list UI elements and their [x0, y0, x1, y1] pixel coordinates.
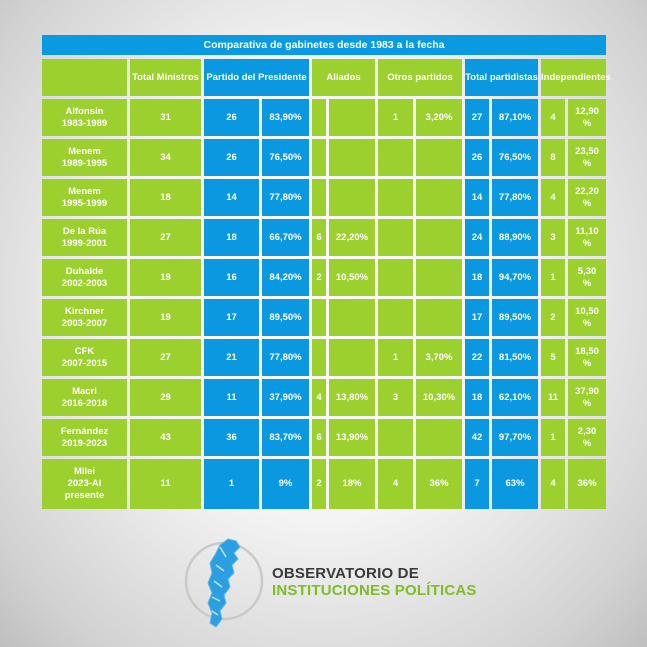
government-cell — [42, 99, 127, 136]
header-empty — [42, 59, 127, 96]
table-row — [42, 299, 606, 336]
cell-pp-pct: 66,70% — [262, 219, 309, 256]
cell-total: 18 — [130, 179, 201, 216]
cell-ot-n: 1 — [378, 99, 413, 136]
cell-tp-pct: 97,70% — [492, 419, 538, 456]
cell-ot-pct — [416, 299, 462, 336]
cell-al-pct: 22,20% — [329, 219, 375, 256]
cell-al-pct — [329, 299, 375, 336]
cell-ot-n: 1 — [378, 339, 413, 376]
pct-sign: % — [582, 117, 592, 129]
government-cell — [42, 339, 127, 376]
government-period: 2019-2023 — [61, 437, 108, 449]
cell-ot-pct — [416, 219, 462, 256]
cell-pp-n: 18 — [204, 219, 259, 256]
cell-ind-n: 4 — [541, 179, 565, 216]
government-period: 2003-2007 — [61, 317, 108, 329]
cell-al-n: 6 — [312, 219, 326, 256]
cell-pp-pct: 77,80% — [262, 179, 309, 216]
pct-sign: % — [582, 237, 592, 249]
cell-pp-n: 26 — [204, 99, 259, 136]
cell-ind-pct — [568, 419, 606, 456]
cabinet-table — [39, 56, 609, 512]
cell-tp-n: 24 — [465, 219, 489, 256]
government-name: Kirchner — [64, 305, 105, 317]
cell-pp-n: 14 — [204, 179, 259, 216]
pct-number: 5,30 — [577, 265, 597, 277]
government-period: 1995-1999 — [61, 197, 108, 209]
government-name: Macri — [72, 385, 97, 397]
cell-al-n: 4 — [312, 379, 326, 416]
cell-ind-n: 3 — [541, 219, 565, 256]
cell-total: 27 — [130, 339, 201, 376]
cell-pp-n: 26 — [204, 139, 259, 176]
header-otros-partidos: Otros partidos — [378, 59, 462, 96]
cell-tp-n: 42 — [465, 419, 489, 456]
cell-tp-n: 14 — [465, 179, 489, 216]
government-period: 1999-2001 — [61, 237, 108, 249]
logo-line2: INSTITUCIONES POLÍTICAS — [272, 581, 477, 599]
cell-pp-pct: 77,80% — [262, 339, 309, 376]
pct-sign: % — [582, 157, 592, 169]
observatorio-logo-text — [272, 566, 477, 599]
pct-number: 37,90 — [575, 385, 599, 397]
cell-pp-n: 36 — [204, 419, 259, 456]
cell-ind-pct: 36% — [568, 459, 606, 509]
cell-tp-n: 7 — [465, 459, 489, 509]
cell-tp-pct: 94,70% — [492, 259, 538, 296]
table-row — [42, 139, 606, 176]
cell-ind-pct — [568, 259, 606, 296]
cell-al-n — [312, 299, 326, 336]
cell-pp-pct: 37,90% — [262, 379, 309, 416]
pct-sign: % — [582, 397, 592, 409]
cell-al-pct — [329, 339, 375, 376]
cell-tp-n: 26 — [465, 139, 489, 176]
cell-al-n: 6 — [312, 419, 326, 456]
cell-al-n: 2 — [312, 459, 326, 509]
cell-pp-n: 11 — [204, 379, 259, 416]
pct-sign: % — [582, 357, 592, 369]
header-independientes: Independientes — [541, 59, 606, 96]
government-name: Duhalde — [65, 265, 104, 277]
table-row — [42, 99, 606, 136]
cell-pp-pct: 76,50% — [262, 139, 309, 176]
cell-total: 29 — [130, 379, 201, 416]
table-row — [42, 459, 606, 509]
cell-pp-n: 1 — [204, 459, 259, 509]
pct-number: 10,50 — [575, 305, 599, 317]
government-cell — [42, 299, 127, 336]
government-period: 2007-2015 — [61, 357, 108, 369]
cell-pp-pct: 84,20% — [262, 259, 309, 296]
cell-ot-pct: 36% — [416, 459, 462, 509]
government-period: 1989-1995 — [61, 157, 108, 169]
cell-ot-n — [378, 179, 413, 216]
pct-sign: % — [582, 277, 592, 289]
cell-al-n — [312, 339, 326, 376]
cell-ot-pct: 10,30% — [416, 379, 462, 416]
pct-number: 18,50 — [575, 345, 599, 357]
government-cell — [42, 219, 127, 256]
cell-total: 34 — [130, 139, 201, 176]
header-partido-presidente: Partido del Presidente — [204, 59, 309, 96]
cell-tp-pct: 63% — [492, 459, 538, 509]
cell-ind-n: 1 — [541, 419, 565, 456]
table-title: Comparativa de gabinetes desde 1983 a la fecha — [42, 35, 606, 55]
cell-tp-pct: 87,10% — [492, 99, 538, 136]
cell-pp-pct: 83,90% — [262, 99, 309, 136]
cell-ot-pct: 3,20% — [416, 99, 462, 136]
cell-ind-n: 4 — [541, 459, 565, 509]
cell-ind-pct — [568, 299, 606, 336]
cell-tp-n: 22 — [465, 339, 489, 376]
cell-pp-pct: 83,70% — [262, 419, 309, 456]
cell-ind-n: 1 — [541, 259, 565, 296]
government-name: Menem — [68, 145, 101, 157]
cell-tp-n: 18 — [465, 259, 489, 296]
cell-ot-n — [378, 139, 413, 176]
cell-al-n — [312, 179, 326, 216]
cell-al-pct: 18% — [329, 459, 375, 509]
table-row — [42, 179, 606, 216]
cell-ot-n — [378, 299, 413, 336]
cell-al-n — [312, 139, 326, 176]
government-period: 1983-1989 — [61, 117, 108, 129]
cell-ot-pct — [416, 139, 462, 176]
government-period: 2016-2018 — [61, 397, 108, 409]
government-name: Menem — [68, 185, 101, 197]
cell-al-n: 2 — [312, 259, 326, 296]
cell-al-n — [312, 99, 326, 136]
cell-ot-n: 3 — [378, 379, 413, 416]
cell-ind-n: 11 — [541, 379, 565, 416]
cell-ind-n: 5 — [541, 339, 565, 376]
cell-al-pct — [329, 139, 375, 176]
government-name: Alfonsín — [65, 105, 104, 117]
cell-ind-n: 2 — [541, 299, 565, 336]
government-cell — [42, 139, 127, 176]
cell-ot-pct — [416, 259, 462, 296]
cell-total: 11 — [130, 459, 201, 509]
government-name: Milei — [73, 466, 96, 478]
pct-number: 11,10 — [575, 225, 599, 237]
cell-ind-pct — [568, 99, 606, 136]
cell-ot-pct — [416, 179, 462, 216]
cell-al-pct — [329, 99, 375, 136]
cell-total: 19 — [130, 259, 201, 296]
cell-al-pct: 10,50% — [329, 259, 375, 296]
table-row — [42, 219, 606, 256]
government-cell — [42, 179, 127, 216]
cell-pp-n: 16 — [204, 259, 259, 296]
cell-ot-pct: 3,70% — [416, 339, 462, 376]
cell-ind-n: 8 — [541, 139, 565, 176]
cell-al-pct: 13,90% — [329, 419, 375, 456]
cell-pp-n: 21 — [204, 339, 259, 376]
header-aliados: Aliados — [312, 59, 375, 96]
government-name: Fernández — [60, 425, 109, 437]
pct-sign: % — [582, 197, 592, 209]
cell-total: 31 — [130, 99, 201, 136]
pct-number: 22,20 — [575, 185, 599, 197]
table-row — [42, 339, 606, 376]
government-cell — [42, 379, 127, 416]
cell-ind-n: 4 — [541, 99, 565, 136]
cell-tp-n: 18 — [465, 379, 489, 416]
pct-number: 12,90 — [575, 105, 599, 117]
pct-sign: % — [582, 437, 592, 449]
cell-tp-pct: 89,50% — [492, 299, 538, 336]
cell-ind-pct — [568, 139, 606, 176]
cell-tp-pct: 62,10% — [492, 379, 538, 416]
cell-pp-n: 17 — [204, 299, 259, 336]
cell-ot-n — [378, 219, 413, 256]
government-period: 2002-2003 — [61, 277, 108, 289]
cell-al-pct — [329, 179, 375, 216]
table-row — [42, 259, 606, 296]
table-row — [42, 419, 606, 456]
cell-ot-pct — [416, 419, 462, 456]
cell-tp-n: 17 — [465, 299, 489, 336]
header-total-ministros: Total Ministros — [130, 59, 201, 96]
government-name: De la Rúa — [62, 225, 107, 237]
cell-al-pct: 13,80% — [329, 379, 375, 416]
cell-ind-pct — [568, 339, 606, 376]
cell-ind-pct — [568, 379, 606, 416]
government-cell — [42, 419, 127, 456]
cell-ot-n — [378, 259, 413, 296]
pct-number: 23,50 — [575, 145, 599, 157]
cell-total: 27 — [130, 219, 201, 256]
cell-ind-pct — [568, 179, 606, 216]
government-cell — [42, 459, 127, 509]
government-name: CFK — [74, 345, 95, 357]
pct-sign: % — [582, 317, 592, 329]
logo-line1: OBSERVATORIO DE — [272, 565, 419, 582]
government-period: 2023-Al presente — [64, 478, 105, 501]
cell-ot-n — [378, 419, 413, 456]
cell-tp-pct: 77,80% — [492, 179, 538, 216]
cell-tp-pct: 88,90% — [492, 219, 538, 256]
cell-tp-pct: 76,50% — [492, 139, 538, 176]
cell-ind-pct — [568, 219, 606, 256]
cell-total: 43 — [130, 419, 201, 456]
government-cell — [42, 259, 127, 296]
table-row — [42, 379, 606, 416]
header-total-partidistas: Total partidistas — [465, 59, 538, 96]
cell-total: 19 — [130, 299, 201, 336]
pct-number: 2,30 — [577, 425, 597, 437]
cell-tp-pct: 81,50% — [492, 339, 538, 376]
cell-tp-n: 27 — [465, 99, 489, 136]
cell-ot-n: 4 — [378, 459, 413, 509]
table-body — [42, 99, 606, 509]
cell-pp-pct: 89,50% — [262, 299, 309, 336]
cell-pp-pct: 9% — [262, 459, 309, 509]
